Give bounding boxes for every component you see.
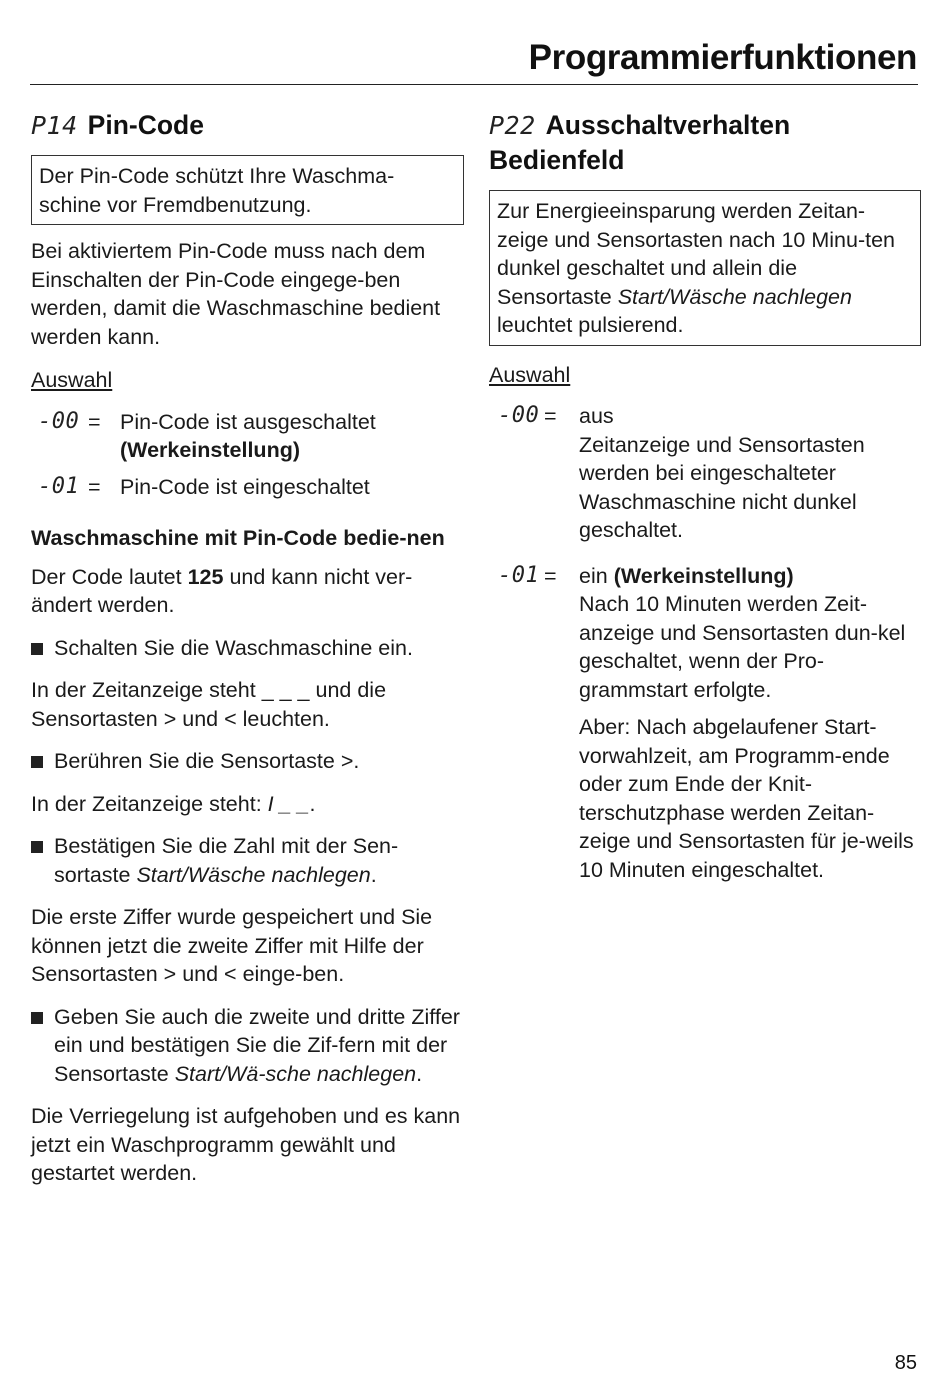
section-heading-pin-code — [31, 108, 464, 143]
section-title: Ausschaltverhalten Bedienfeld — [489, 110, 791, 175]
info-box-text: Zur Energieeinsparung werden Zeitan-zeige und Sensortasten nach 10 Minu-ten dunkel geschaltet und allein die Sensortaste Start/Wäsche nachlegen leuchtet pulsierend. — [497, 199, 896, 337]
instruction-step: Geben Sie auch die zweite und dritte Ziffer ein und bestätigen Sie die Zif-fern mit der Sensortaste Start/Wä-sche nachlegen. — [31, 1003, 464, 1089]
info-box-text: Der Pin-Code schützt Ihre Waschma-schine vor Fremdbenutzung. — [39, 164, 395, 217]
option-default-label: (Werkeinstellung) — [613, 563, 794, 588]
code-paragraph: Der Code lautet 125 und kann nicht ver-ändert werden. — [31, 564, 413, 617]
pin-code-value: 125 — [187, 564, 224, 589]
display-paragraph: In der Zeitanzeige steht: I _ _. — [31, 791, 316, 816]
bullet-square-icon — [31, 634, 54, 663]
page-number: 85 — [894, 1352, 917, 1374]
sensor-key-name: Start/Wä-sche nachlegen — [174, 1061, 417, 1086]
option-code: -01 — [498, 562, 540, 588]
option-description: Nach 10 Minuten werden Zeit-anzeige und Sensortasten dun-kel geschaltet, wenn der Pro-grammstart erfolgte. — [579, 592, 906, 702]
right-column — [489, 108, 921, 901]
bullet-square-icon — [31, 832, 54, 889]
option-row — [489, 562, 921, 894]
function-code-p14: P14 — [31, 111, 78, 140]
option-row — [31, 473, 464, 502]
less-than-symbol: < — [224, 706, 237, 731]
display-pattern: I _ _ — [267, 791, 310, 816]
section-heading-ausschaltverhalten — [489, 108, 921, 178]
instruction-step: Berühren Sie die Sensortaste >. — [31, 747, 464, 776]
instruction-step: Schalten Sie die Waschmaschine ein. — [31, 634, 464, 663]
option-label: aus — [579, 404, 614, 428]
option-equals: = — [88, 409, 101, 434]
auswahl-label: Auswahl — [489, 362, 571, 387]
header-divider — [30, 84, 918, 85]
display-paragraph: In der Zeitanzeige steht _ _ _ und die Sensortasten > und < leuchten. — [31, 678, 387, 731]
page-header-title: Programmierfunktionen — [528, 38, 917, 77]
subheading: Waschmaschine mit Pin-Code bedie-nen — [31, 526, 445, 550]
option-equals: = — [544, 404, 557, 428]
auswahl-label: Auswahl — [31, 368, 113, 392]
option-row — [31, 408, 464, 465]
option-row — [489, 402, 921, 554]
option-code: -01 — [38, 473, 80, 499]
left-column — [31, 108, 464, 1202]
instruction-step: Bestätigen Sie die Zahl mit der Sen-sortaste Start/Wäsche nachlegen. — [31, 832, 464, 889]
sensor-key-name: Start/Wäsche nachlegen — [136, 862, 371, 887]
option-equals: = — [88, 474, 101, 499]
function-code-p22: P22 — [489, 111, 536, 140]
option-equals: = — [544, 563, 557, 588]
option-default-label: (Werkeinstellung) — [120, 438, 300, 462]
bullet-square-icon — [31, 747, 54, 776]
option-description-note: Aber: Nach abgelaufener Start-vorwahlzeit, am Programm-ende oder zum Ende der Knit-terschutzphase werden Zeitan-zeige und Sensortasten für je-weils 10 Minuten eingeschaltet. — [579, 715, 914, 882]
option-code: -00 — [498, 403, 540, 428]
greater-than-symbol: > — [163, 706, 177, 731]
option-text: Pin-Code ist eingeschaltet — [120, 474, 370, 499]
intro-paragraph: Bei aktiviertem Pin-Code muss nach dem Einschalten der Pin-Code eingege-ben werden, damit die Waschmaschine bedient werden kann. — [31, 239, 441, 349]
info-box — [489, 190, 921, 346]
info-box — [31, 155, 464, 225]
body-paragraph: Die erste Ziffer wurde gespeichert und Sie können jetzt die zweite Ziffer mit Hilfe der Sensortasten > und < einge-ben. — [31, 905, 433, 986]
sensor-key-name: Start/Wäsche nachlegen — [617, 284, 852, 309]
final-paragraph: Die Verriegelung ist aufgehoben und es kann jetzt ein Waschprogramm gewählt und gestartet werden. — [31, 1104, 461, 1185]
option-description: Zeitanzeige und Sensortasten werden bei eingeschalteter Waschmaschine nicht dunkel geschaltet. — [579, 432, 865, 542]
option-text: Pin-Code ist ausgeschaltet — [120, 409, 376, 434]
option-code: -00 — [38, 408, 80, 434]
section-title: Pin-Code — [87, 110, 204, 140]
greater-than-symbol: > — [340, 749, 354, 773]
display-pattern: _ _ _ — [261, 678, 310, 702]
option-label: ein (Werkeinstellung) — [579, 563, 794, 588]
bullet-square-icon — [31, 1003, 54, 1089]
